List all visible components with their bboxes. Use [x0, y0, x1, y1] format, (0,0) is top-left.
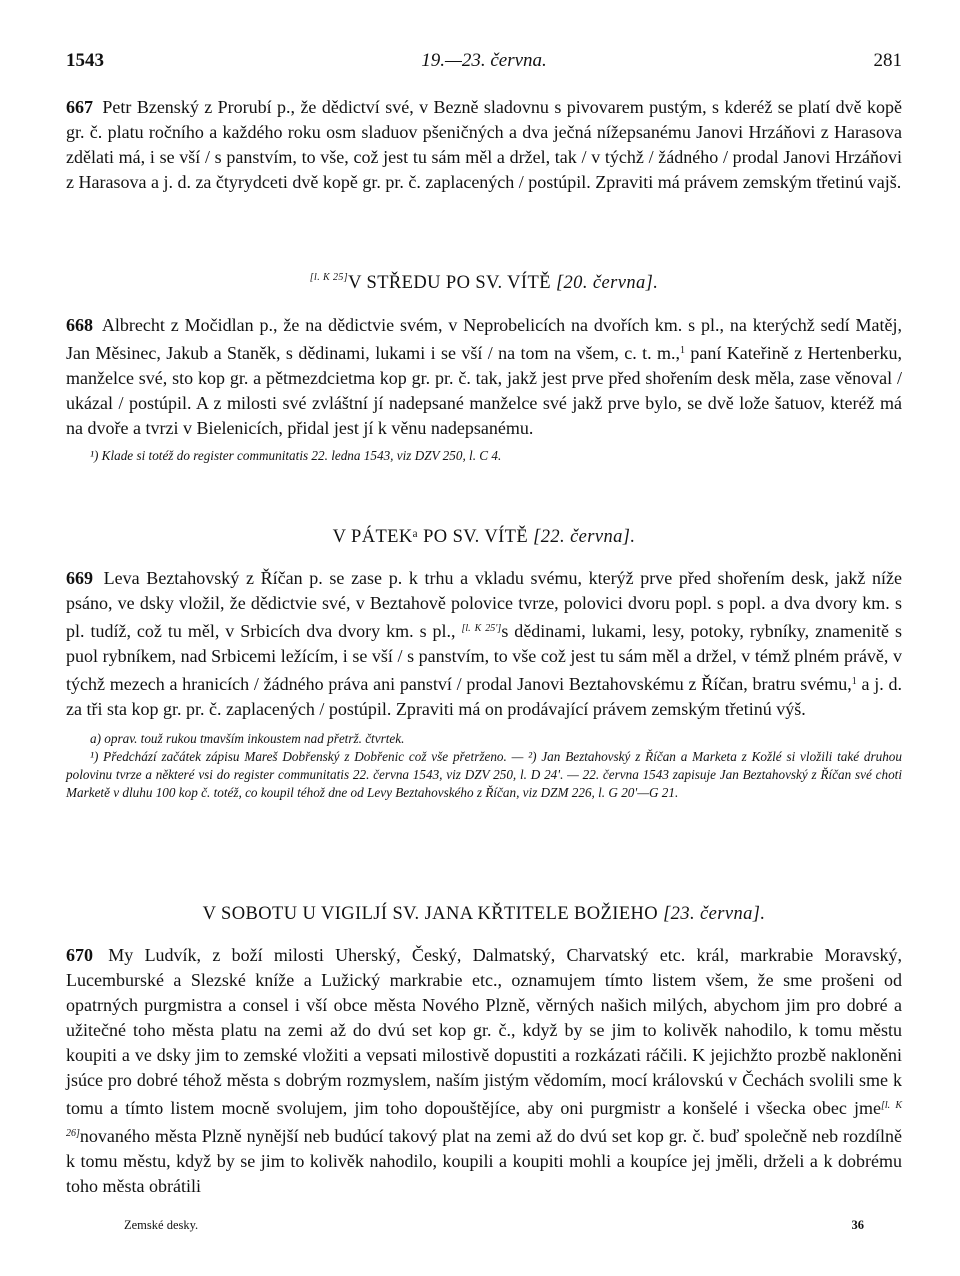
heading-date: [20. června].: [555, 273, 659, 293]
entry-body: Petr Bzenský z Prorubí p., že dědictví své, v Bezně sladovnu s pivovarem pustým, s kderéž se platí dvě kopě gr. č. platu ročního a každého roku osm sladuov pšeničných a dva ječná nížepsanému Janovi Hrzáňovi z Harasova zdělati má, i se vší / s panstvím, to vše, což jest tu sám měl a držel, tak / v týchž / žádného / prodal Janovi Hrzáňovi z Harasova a j. d. za čtyrydceti dvě kopě gr. pr. č. zaplacených / postúpil. Zpraviti má právem zemským třetinú vajš.: [66, 97, 902, 192]
footnote-text: ¹) Předchází začátek zápisu Mareš Dobřenský z Dobřenic což vše přetrženo. — ²) Jan Beztahovský z Říčan a Marketa z Kožlé si vložili také druhou polovinu tvrze a některé vsi do register communitatis 22. června 1543, viz DZV 250, l. D 24'. — 22. června 1543 zapisuje Jan Beztahovský z Říčan své choti Marketě v dluhu 100 kop č. totéž, co koupil téhož dne od Levy Beztahovského z Říčan, viz DZM 226, l. G 20'—G 21.: [66, 749, 902, 800]
heading-title: V SOBOTU U VIGILJÍ SV. JANA KŘTITELE BOŽIEHO: [202, 904, 659, 924]
section-heading-20-june: [66, 272, 902, 294]
folio-reference: [l. K 25]: [309, 272, 349, 283]
footnote-669-1: [66, 748, 902, 802]
footnote-text: ¹) Klade si totéž do register communitatis 22. ledna 1543, viz DZV 250, l. C 4.: [90, 448, 502, 463]
entry-668: [66, 313, 902, 465]
entry-number: 668: [66, 315, 93, 335]
heading-title: V STŘEDU PO SV. VÍTĚ: [348, 273, 551, 293]
entry-667: [66, 95, 902, 195]
section-heading-23-june: [66, 904, 902, 925]
running-header: [66, 50, 902, 78]
entry-669: [66, 566, 902, 802]
entry-body: Albrecht z Močidlan p., že na dědictvie svém, v Neprobelicích na dvořích km. s pl., na kterýchž sedí Matěj, Jan Měsinec, Jakub a Staněk, s dědinami, lukami i se vší / na tom na všem, c. t. m.,: [66, 315, 902, 363]
footnote-text: a) oprav. touž rukou tmavším inkoustem nad přetrž. čtvrtek.: [90, 731, 405, 746]
footnote-668: [66, 447, 902, 465]
header-year: 1543: [66, 50, 104, 71]
heading-date: [23. června].: [663, 904, 766, 924]
heading-title: V PÁTEKᵃ PO SV. VÍTĚ: [332, 527, 529, 547]
entry-body-cont: paní Kateřině z Hertenberku, manželce své, sto kop gr. a pětmezdcietma kop gr. pr. č. tak, jakž jest prve před shořením desk měla, zase věnoval / ukázal / postúpil. A z milosti své zvláštní jí nadepsané manželce své jakž prve bylo, se dvě lože šatuov, kteréž má na dvoře a tvrzi v Bielenicích, přidal jest jí k věnu nadepsanému.: [66, 343, 902, 438]
entry-669-text: [66, 566, 902, 722]
folio-reference: [l. K 26]: [66, 1100, 903, 1139]
entry-668-text: [66, 313, 902, 441]
footer-source: Zemské desky.: [124, 1218, 199, 1232]
footnote-marker: 1: [680, 345, 686, 356]
entry-number: 670: [66, 945, 93, 965]
footer-signature-number: 36: [851, 1218, 864, 1232]
footnote-669-a: [66, 730, 902, 748]
header-date-range: 19.—23. června.: [421, 50, 547, 71]
entry-number: 667: [66, 97, 93, 117]
entry-body-end: a j. d. za tři sta kop gr. pr. č. zaplacených / postúpil. Zpraviti má on prodávající právem zemským třetinú výš.: [66, 674, 902, 719]
heading-date: [22. června].: [533, 527, 636, 547]
entry-body-cont: novaného města Plzně nynější neb budúcí takový plat na zemi až do dvú set kop gr. č. buď společně neb rozdílně k tomu městu, když by se jim to kolivěk nahodilo, koupili a koupiti mohli a koupíce jej jměli, drželi a k dobrému toho města obrátili: [66, 1126, 902, 1196]
entry-body: My Ludvík, z boží milosti Uherský, Český, Dalmatský, Charvatský etc. král, markrabie Moravský, Lucemburské a Slezské kníže a Lužický markrabie etc., oznamujem tímto listem všem, že sme prošeni od opatrných purgmistra a consel i vší obce města Nového Plzně, věrných našich milých, abychom jim pro dobré a užitečné toho města platu na zemi až do dvú set kop gr. č., když by se jim to kolivěk nahodilo, k tomu městu koupiti a ve dsky jim to zemské vložiti a vepsati milostivě dopustiti a rozkázati ráčili. K jejichžto prozbě nakloněni jsúce pro dobré téhož města s dobrým rozmyslem, naším jistým vědomím, mocí královskú v Čechách svolili sme k tomu a tímto listem mocně svolujem, jim toho dopouštějíce, aby oni purgmistr a konšelé i všecka obec jme: [66, 945, 902, 1118]
entry-number: 669: [66, 568, 93, 588]
entry-667-text: [66, 95, 902, 195]
entry-670: [66, 943, 902, 1199]
page-footer: [124, 1218, 864, 1238]
footnote-marker: 1: [851, 676, 857, 687]
entry-body: Leva Beztahovský z Říčan p. se zase p. k trhu a vkladu svému, kterýž prve před shořením desk, jakž níže psáno, ve dsky vložil, že dědictvie své, v Beztahově polovice tvrze, polovici dvoru popl. s popl. a dva dvory km. s pl. tudíž, což tu měl, v Srbicích dva dvory km. s pl.,: [66, 568, 903, 641]
entry-body-cont: s dědinami, lukami, lesy, potoky, rybníky, znamenitě s puol rybníkem, nad Srbicemi ležícím, i se vší / s panstvím, to vše což jest tu sám měl a držel, v témž plném právě, v týchž mezech a hranicích / žádného práva ani panství / prodal Janovi Beztahovskému z Říčan, bratru svému,: [66, 621, 903, 694]
section-heading-22-june: [66, 527, 902, 548]
header-page-number: 281: [873, 50, 902, 71]
entry-670-text: [66, 943, 902, 1199]
folio-reference: [l. K 25']: [461, 623, 502, 634]
